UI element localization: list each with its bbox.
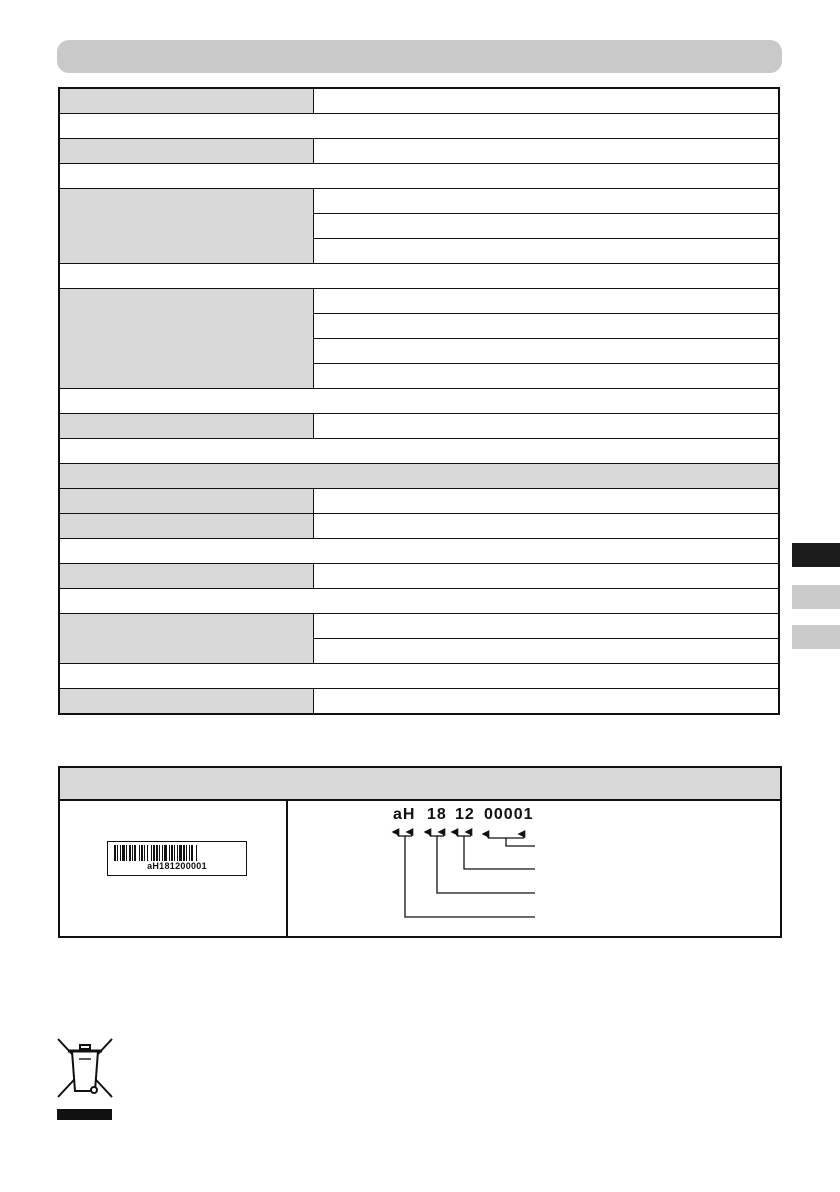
spec-value-cell [314, 214, 780, 239]
spec-label-cell [59, 289, 314, 389]
spec-label-cell [59, 88, 314, 114]
spec-value-cell [314, 339, 780, 364]
table-row [59, 264, 779, 289]
table-row [59, 514, 779, 539]
spec-label-cell [59, 139, 314, 164]
spec-section-row [59, 164, 779, 189]
specifications-table [58, 87, 780, 715]
language-tab [792, 625, 840, 649]
spec-value-cell [314, 689, 780, 715]
table-row [59, 114, 779, 139]
spec-section-row [59, 589, 779, 614]
spec-label-cell [59, 689, 314, 715]
table-row [59, 464, 779, 489]
serial-number-panel [58, 766, 782, 938]
spec-label-cell [59, 564, 314, 589]
table-row [59, 689, 779, 715]
serial-segment-number: 00001 [484, 806, 534, 823]
spec-value-cell [314, 189, 780, 214]
spec-value-cell [314, 239, 780, 264]
spec-value-cell [314, 314, 780, 339]
spec-value-cell [314, 88, 780, 114]
language-tab [792, 585, 840, 609]
spec-section-row [59, 664, 779, 689]
table-row [59, 564, 779, 589]
spec-value-cell [314, 364, 780, 389]
table-row [59, 664, 779, 689]
spec-value-cell [314, 514, 780, 539]
spec-label-cell [59, 614, 314, 664]
spec-value-cell [314, 614, 780, 639]
table-row [59, 614, 779, 639]
table-row [59, 389, 779, 414]
table-row [59, 189, 779, 214]
spec-label-cell [59, 189, 314, 264]
arrow-up-icon [430, 832, 535, 893]
table-row [59, 289, 779, 314]
crossed-out-wheelie-bin-icon [54, 1035, 116, 1123]
spec-value-cell [314, 139, 780, 164]
spec-label-cell [59, 489, 314, 514]
section-header-bar [57, 40, 782, 73]
serial-segment-prefix: aH [393, 806, 416, 823]
arrow-up-icon [398, 832, 535, 917]
language-tab-active [792, 543, 840, 567]
serial-segment-month: 12 [455, 806, 475, 823]
spec-section-row [59, 114, 779, 139]
spec-value-cell [314, 289, 780, 314]
serial-segment-year: 18 [427, 806, 447, 823]
table-row [59, 139, 779, 164]
spec-value-cell [314, 639, 780, 664]
table-row [59, 414, 779, 439]
barcode-number: aH181200001 [147, 861, 207, 871]
table-row [59, 439, 779, 464]
spec-label-cell [59, 414, 314, 439]
table-row [59, 164, 779, 189]
serial-breakdown-arrows [60, 768, 780, 936]
table-row [59, 489, 779, 514]
spec-label-cell [59, 514, 314, 539]
table-row [59, 539, 779, 564]
spec-section-row [59, 389, 779, 414]
spec-value-cell [314, 489, 780, 514]
table-row [59, 589, 779, 614]
spec-section-row [59, 439, 779, 464]
spec-value-cell [314, 414, 780, 439]
table-row [59, 88, 779, 114]
arrow-up-icon [488, 834, 535, 846]
spec-section-row [59, 539, 779, 564]
spec-value-cell [314, 564, 780, 589]
spec-subheader-row [59, 464, 779, 489]
spec-section-row [59, 264, 779, 289]
